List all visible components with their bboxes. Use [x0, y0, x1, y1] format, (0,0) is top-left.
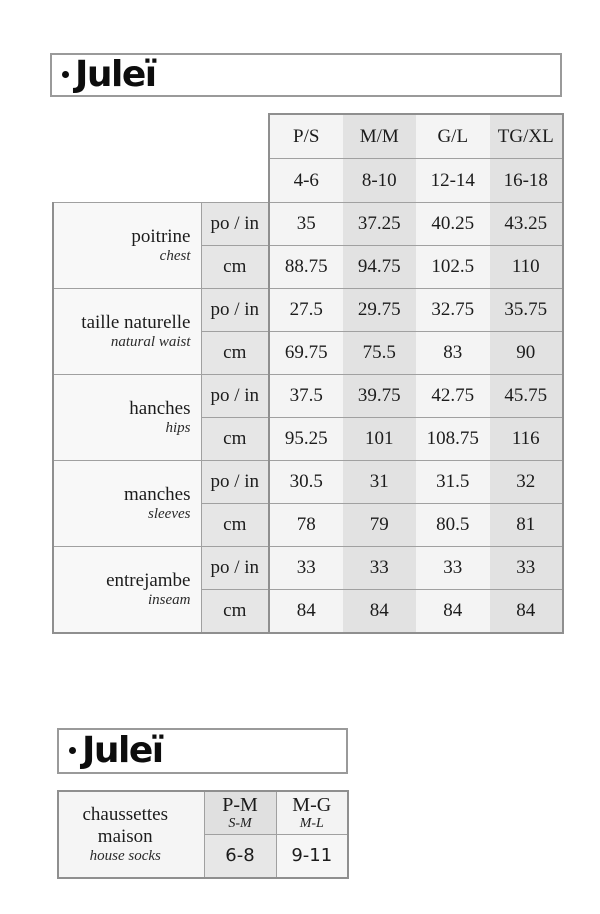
size-column-header-gl: G/L — [416, 114, 490, 159]
measurement-value: 75.5 — [343, 332, 417, 375]
unit-label-inches: po / in — [201, 461, 269, 504]
socks-size-en: S-M — [228, 816, 252, 831]
size-column-header-ps: P/S — [269, 114, 343, 159]
measurement-value: 95.25 — [269, 418, 343, 461]
unit-label-cm: cm — [201, 246, 269, 289]
size-range-ps: 4-6 — [269, 159, 343, 203]
logo-box-bottom — [57, 728, 348, 774]
measurement-value: 33 — [343, 547, 417, 590]
size-range-gl: 12-14 — [416, 159, 490, 203]
measurement-value: 31.5 — [416, 461, 490, 504]
socks-range-mg: 9-11 — [276, 835, 348, 879]
size-chart-table — [52, 113, 564, 634]
socks-label-en: house socks — [89, 848, 161, 864]
unit-label-cm: cm — [201, 418, 269, 461]
measurement-value: 110 — [490, 246, 564, 289]
logo-dot-icon — [69, 747, 76, 754]
socks-size-fr: M-G — [292, 794, 332, 816]
measurement-value: 35 — [269, 203, 343, 246]
unit-label-inches: po / in — [201, 547, 269, 590]
measurement-label — [53, 375, 201, 461]
measurement-value: 35.75 — [490, 289, 564, 332]
measurement-value: 37.25 — [343, 203, 417, 246]
size-column-header-mm: M/M — [343, 114, 417, 159]
measurement-value: 42.75 — [416, 375, 490, 418]
socks-range-pm: 6-8 — [204, 835, 276, 879]
socks-chart-table — [57, 790, 349, 879]
measurement-label-en: natural waist — [110, 334, 191, 350]
brand-logo — [52, 56, 156, 94]
socks-size-header-pm — [204, 791, 276, 835]
measurement-value: 102.5 — [416, 246, 490, 289]
measurement-value: 29.75 — [343, 289, 417, 332]
measurement-value: 27.5 — [269, 289, 343, 332]
measurement-value: 32 — [490, 461, 564, 504]
measurement-label-fr: hanches — [129, 398, 191, 419]
measurement-value: 31 — [343, 461, 417, 504]
measurement-label — [53, 547, 201, 634]
socks-size-header-mg — [276, 791, 348, 835]
unit-label-inches: po / in — [201, 375, 269, 418]
measurement-value: 30.5 — [269, 461, 343, 504]
measurement-value: 33 — [416, 547, 490, 590]
measurement-value: 84 — [416, 590, 490, 634]
size-column-header-tgxl: TG/XL — [490, 114, 564, 159]
measurement-value: 32.75 — [416, 289, 490, 332]
socks-label — [58, 791, 204, 878]
measurement-label — [53, 289, 201, 375]
header-spacer — [53, 159, 269, 203]
measurement-value: 69.75 — [269, 332, 343, 375]
measurement-value: 90 — [490, 332, 564, 375]
measurement-value: 81 — [490, 504, 564, 547]
measurement-label — [53, 461, 201, 547]
measurement-value: 43.25 — [490, 203, 564, 246]
measurement-value: 78 — [269, 504, 343, 547]
measurement-value: 88.75 — [269, 246, 343, 289]
measurement-value: 79 — [343, 504, 417, 547]
brand-logo-text: Juleï — [75, 54, 156, 95]
measurement-label-en: inseam — [148, 592, 191, 608]
measurement-value: 108.75 — [416, 418, 490, 461]
measurement-value: 80.5 — [416, 504, 490, 547]
unit-label-cm: cm — [201, 590, 269, 634]
socks-size-en: M-L — [299, 816, 324, 831]
measurement-value: 101 — [343, 418, 417, 461]
size-range-tgxl: 16-18 — [490, 159, 564, 203]
unit-label-inches: po / in — [201, 203, 269, 246]
measurement-value: 94.75 — [343, 246, 417, 289]
measurement-value: 40.25 — [416, 203, 490, 246]
measurement-value: 83 — [416, 332, 490, 375]
measurement-value: 37.5 — [269, 375, 343, 418]
header-spacer — [53, 114, 269, 159]
size-range-mm: 8-10 — [343, 159, 417, 203]
logo-box-top — [50, 53, 562, 97]
measurement-value: 33 — [490, 547, 564, 590]
measurement-value: 116 — [490, 418, 564, 461]
measurement-value: 45.75 — [490, 375, 564, 418]
logo-dot-icon — [62, 71, 69, 78]
measurement-value: 39.75 — [343, 375, 417, 418]
unit-label-cm: cm — [201, 332, 269, 375]
measurement-label-fr: manches — [124, 484, 191, 505]
measurement-value: 84 — [490, 590, 564, 634]
measurement-label-en: sleeves — [148, 506, 191, 522]
measurement-value: 33 — [269, 547, 343, 590]
measurement-value: 84 — [343, 590, 417, 634]
measurement-value: 84 — [269, 590, 343, 634]
measurement-label — [53, 203, 201, 289]
socks-label-fr: chaussettes maison — [82, 804, 168, 847]
measurement-label-en: chest — [159, 248, 191, 264]
socks-size-fr: P-M — [222, 794, 258, 816]
measurement-label-en: hips — [165, 420, 191, 436]
brand-logo-text: Juleï — [82, 730, 163, 771]
measurement-label-fr: taille naturelle — [81, 312, 191, 333]
measurement-label-fr: poitrine — [131, 226, 191, 247]
brand-logo — [59, 732, 163, 770]
unit-label-cm: cm — [201, 504, 269, 547]
measurement-label-fr: entrejambe — [106, 570, 191, 591]
unit-label-inches: po / in — [201, 289, 269, 332]
